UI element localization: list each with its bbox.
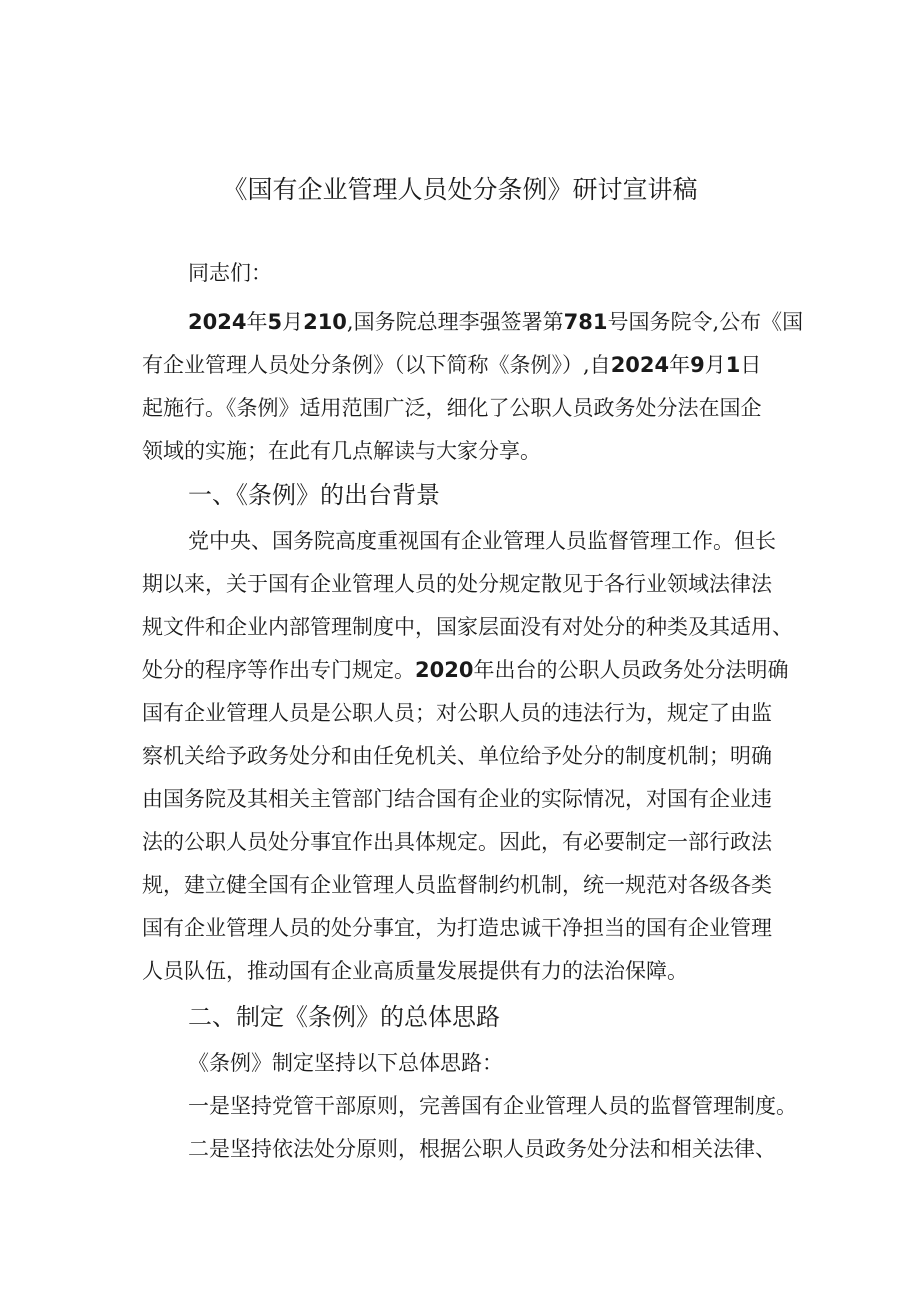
intro-line: 2024年5月210,国务院总理李强签署第781号国务院令,公布《国 [188,310,804,334]
paragraph-line: 《条例》制定坚持以下总体思路： [188,1051,503,1075]
paragraph-line: 二是坚持依法处分原则，根据公职人员政务处分法和相关法律、 [188,1137,776,1161]
paragraph-line: 国有企业管理人员的处分事宜，为打造忠诚干净担当的国有企业管理 [142,916,772,940]
intro-line: 起施行。《条例》适用范围广泛，细化了公职人员政务处分法在国企 [142,396,762,420]
paragraph-line: 察机关给予政务处分和由任免机关、单位给予处分的制度机制；明确 [142,744,772,768]
paragraph-line: 处分的程序等作出专门规定。2020年出台的公职人员政务处分法明确 [142,658,789,682]
intro-line: 领域的实施；在此有几点解读与大家分享。 [142,439,541,463]
section-heading: 二、制定《条例》的总体思路 [188,1003,500,1031]
paragraph-line: 党中央、国务院高度重视国有企业管理人员监督管理工作。但长 [188,529,776,553]
paragraph-line: 由国务院及其相关主管部门结合国有企业的实际情况，对国有企业违 [142,787,772,811]
greeting: 同志们： [188,261,272,285]
paragraph-line: 法的公职人员处分事宜作出具体规定。因此，有必要制定一部行政法 [142,830,772,854]
paragraph-line: 一是坚持党管干部原则，完善国有企业管理人员的监督管理制度。 [188,1094,797,1118]
paragraph-line: 人员队伍，推动国有企业高质量发展提供有力的法治保障。 [142,959,688,983]
paragraph-line: 规文件和企业内部管理制度中，国家层面没有对处分的种类及其适用、 [142,615,793,639]
section-heading: 一、《条例》的出台背景 [188,481,440,509]
intro-line: 有企业管理人员处分条例》（以下简称《条例》）,自2024年9月1日 [142,353,762,377]
paragraph-line: 规，建立健全国有企业管理人员监督制约机制，统一规范对各级各类 [142,873,772,897]
paragraph-line: 期以来，关于国有企业管理人员的处分规定散见于各行业领域法律法 [142,572,772,596]
paragraph-line: 国有企业管理人员是公职人员；对公职人员的违法行为，规定了由监 [142,701,772,725]
document-title: 《国有企业管理人员处分条例》研讨宣讲稿 [222,175,698,204]
